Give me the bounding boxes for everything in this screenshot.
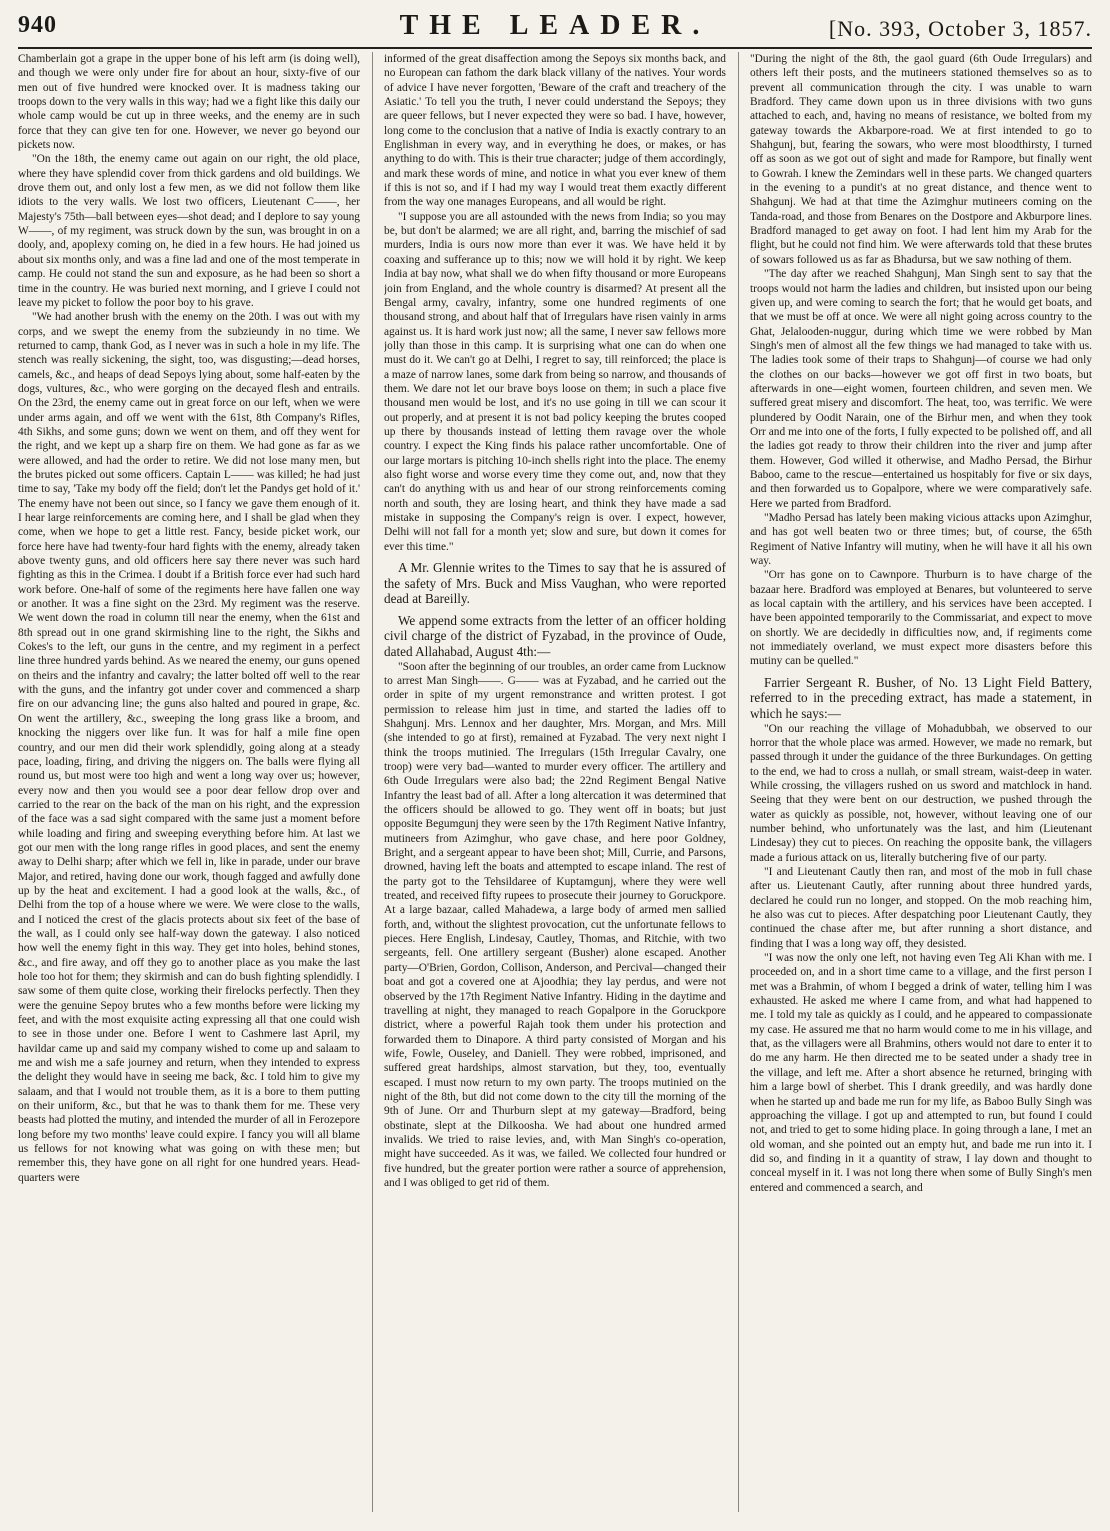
paragraph: "On the 18th, the enemy came out again on our right, the old place, where they have splendid cover from thick gardens and old buildings. We drove them out, and only lost a few men, as we did not follow them like idiots to the very walls. We lost two officers, Lieutenant C——, her Majesty's 75th—ball between eyes—shot dead; and I deplore to say young W——, of my regiment, was struck down by the sun, was brought in on a dooly, and, apoplexy coming on, he died in a few hours. He had joined us about six months only, and was a fine lad and one of the most temperate in camp. He could not stand the sun and exposure, as he had been so short a time in the country. He was buried next morning, and I grieve I could not leave my picket to follow the poor boy to his grave. xyxy=(18,153,360,309)
column-1 xyxy=(18,52,360,1512)
paragraph: "I and Lieutenant Cautly then ran, and most of the mob in full chase after us. Lieutenant Cautly, after running about three hundred yards, declared he could run no longer, and stopped. On the mob reaching him, he also was cut to pieces. After despatching poor Lieutenant Cautly, they continued the chase after me, but after running a short distance, and finding that I was a long way off, they desisted. xyxy=(750,866,1092,950)
header-rule xyxy=(18,47,1092,49)
news-paragraph: We append some extracts from the letter of an officer holding civil charge of the district of Fyzabad, in the province of Oude, dated Allahabad, August 4th:— xyxy=(384,612,726,659)
paragraph: "I was now the only one left, not having even Teg Ali Khan with me. I proceeded on, and in a short time came to a village, and the first person I met was a Brahmin, of whom I begged a drink of water, telling him I was exhausted. He asked me where I came from, and what had happened to me. I told my tale as quickly as I could, and he appeared to compassionate my case. He assured me that no harm would come to me in his village, and that, as the villagers were all Brahmins, others would not dare to enter it to do me any harm. He then directed me to be seated under a shady tree in the village, and left me. After a short absence he returned, bringing with him a large bowl of sherbet. This I drank greedily, and was hardly done when he started up and bade me run for my life, as Baboo Bully Singh was approaching the village. I got up and attempted to run, but found I could not, and tried to get to some hiding place. In going through a lane, I met an old woman, and she pointed out an empty hut, and bade me run into it. I did so, and finding in it a quantity of straw, I lay down and thought to conceal myself in it. I was not long there when some of Bully Singh's men entered and commenced a search, and xyxy=(750,952,1092,1194)
news-paragraph: Farrier Sergeant R. Busher, of No. 13 Light Field Battery, referred to in the preceding extract, has made a statement, in which he says:— xyxy=(750,674,1092,721)
paragraph: "We had another brush with the enemy on the 20th. I was out with my corps, and we swept the enemy from the subzieundy in no time. We returned to camp, thank God, as I never was in such a hole in my life. The stench was really sickening, the sight, too, was disgusting;—dead horses, camels, &c., and heaps of dead Sepoys lying about, some half-eaten by the dogs, vultures, &c., who were gorging on the decayed flesh and entrails. On the 23rd, the enemy came out in great force on our left, when we were under arms again, and off we went with the 61st, 8th Company's Rifles, 4th Sikhs, and some guns; down we went on them, and off they went for the right, and we kept up a sharp fire on them. We had gone as far as we were allowed, and had the order to retire. We did not lose many men, but the brutes picked out some officers. Captain L—— was killed; he had just time to say, 'Take my body off the field; don't let the Pandys get hold of it.' The enemy have not been out since, so I fancy we gave them enough of it. I hear large reinforcements are coming here, and I shall be glad when they come, when we hope to get a little rest. Fancy, beside picket work, our force here have had twenty-four hard fights with the enemy, already taken above twenty guns, and old officers here say there never was such hard fighting as this in the Crimea. I doubt if a British force ever had such hard work before. One-half of some of the regiments here have fallen one way or another. It was a fine sight on the 23rd. My regiment was the reserve. We went down the road in column till near the enemy, when the 61st and 8th spread out in one grand skirmishing line to the right, the Sikhs and Cokes's to the left, our guns in the centre, and my regiment in a perfect line three hundred yards behind. As we neared the enemy, our guns opened on theirs and the infantry and cavalry; the latter bolted off well to the rear with the guns, and the infantry got under cover and commenced a sharp fire on our advancing line; the guns also halted and poured in grape, &c. On went the artillery, &c., sweeping the long grass like a broom, and knocking the niggers over like fun. It was for half a mile fine open country, and our men did their work splendidly, going along at a steady pace, loading, firing, and driving the niggers on. The balls were flying all round us, but most were too high and went a long way over us; however, every now and then you would see a poor dear fellow drop over and carried to the rear on the back of the man on his right, and the expression of the face was a sad sight compared with the same just a moment before while loading and firing and sweeping everything before him. At last we got our men with the long range rifles in good places, and sent the enemy away to Delhi sharp; after which we fell in, like in parade, under our brave Major, and retired, having done our work, though fagged and awfully done up by the heat and excitement. I had a good look at the walls, &c., of Delhi from the top of a house where we were. We were close to the walls, and I noticed the crest of the glacis protects about six feet of the base of the wall, as I could only see half-way down the gateway. I also noticed how well the enemy fight in this way. They get into holes, behind stones, &c., and fire away, and off they go to another place as you make the last hole too hot for them; they skirmish and can do bush fighting splendidly. I saw some of them quite close, working their firelocks perfectly. Then they were the genuine Sepoy brutes who a few months before were licking my feet, and with the most exquisite acting expressing all that one could wish to see in those under one. Before I went to Cashmere last April, my havildar came up and said my company wished to come up and salaam to me and wish me a safe journey and return, when they intended to express the delight they would have in seeing me back, &c. I told him to give my salaam, and that I would not trouble them, as it is a bore to them putting on their uniform, &c., but that he was to thank them for me. These very beasts had plotted the mutiny, and intended the murder of all in Ferozepore long before my two months' leave could expire. I fancy you will all blame us fellows for not knowing what was going on with these men; but remember this, they have gone on all right for one hundred years. Head-quarters were xyxy=(18,311,360,1184)
paragraph: "On our reaching the village of Mohadubbah, we observed to our horror that the whole place was armed. However, we made no remark, but passed through it under the guidance of the three Burkundages. On getting to the end, we had to cross a nullah, or small stream, waist-deep in water. While crossing, the villagers rushed on us sword and matchlock in hand. Seeing that they were bent on our destruction, we pushed through the water as quickly as possible, not, however, without leaving one of our number behind, who unfortunately was the last, and him (Lieutenant Lindesay) they cut to pieces. On reaching the opposite bank, the villagers made a furious attack on us, literally butchering five of our party. xyxy=(750,722,1092,864)
paragraph: informed of the great disaffection among the Sepoys six months back, and no European can fathom the dark black villany of the natives. Your words of advice I have never forgotten, 'Beware of the craft and treachery of the Asiatic.' To tell you the truth, I never could understand the Sepoys; they are queer fellows, but I never expected they were so bad. I have, however, long come to the conclusion that a native of India is exactly contrary to an Englishman in every way, and in everything he does, or makes, or has anything to do with. This is their true character; judge of them accordingly, and mark these words of mine, and notice in what you ever knew of them if this is not so, and if I had my way I would treat them exactly different from the way one manages Europeans, and all would be right. xyxy=(384,53,726,209)
news-paragraph: A Mr. Glennie writes to the Times to say that he is assured of the safety of Mrs. Buck and Miss Vaughan, who were reported dead at Bareilly. xyxy=(384,560,726,607)
paragraph: "I suppose you are all astounded with the news from India; so you may be, but don't be alarmed; we are all right, and, barring the mischief of sad murders, India is ours now more than ever it was. We have held it by coaxing and sufferance up to this; now we will hold it by right. We keep India at bay now, what shall we do when fifty thousand or more Europeans join from England, and the whole country is disarmed? At present all the Bengal army, cavalry, infantry, some one hundred regiments of one thousand strong, and about half that of Irregulars have risen vainly in arms against us. It is hard work just now; all the same, I never saw fellows more jolly than those in this camp. It is surprising what one can do when one must do it. We can't go at Delhi, I regret to say, till reinforced; the place is a maze of narrow lanes, some dark from being so narrow, and thousands of them. We dare not let our brave boys loose on them; in such a place five thousand men would be lost, and it's no use going in till we can scour it out properly, and at present it is not bad policy keeping the brutes cooped up there by thousands instead of letting them ravage over the whole country. I expect the King finds his palace rather uncomfortable. One of our large mortars is pitching 10-inch shells right into the place. The enemy also fight worse and worse every time they come out, and, now that they can't do anything with us and hear of our strong reinforcements coming north and south, they are losing heart, and think they have made a sad mistake in supposing the Company's reign is over. I expect, however, Delhi will not fall for a month yet; slow and sure, but down it comes for ever this time." xyxy=(384,210,726,553)
paragraph: Chamberlain got a grape in the upper bone of his left arm (is doing well), and though we were only under fire for about an hour, sixty-five of our men out of five hundred were knocked over. It is madness taking our troops down to the very walls in this way; had we a fight like this daily our whole camp would be cut up in three weeks, and the enemy are in such force that they can give ten for one. However, we never go beyond our pickets now. xyxy=(18,53,360,152)
issue-date: [No. 393, October 3, 1857. xyxy=(828,16,1092,41)
paragraph: "The day after we reached Shahgunj, Man Singh sent to say that the troops would not harm the ladies and children, but insisted upon our being given up, and were coming to search the fort; that he would get boats, and that we must be off at once. We were all night going across country to the Ghat, Jelalooden-nuggur, during which time we were robbed by Man Singh's men of almost all the few things we had managed to take with us. The ladies took some of their traps to Shahgunj—of course we had only the clothes on our backs—however we got off first in two boats, but afterwards in one—eight women, fourteen children, and seven men. We suffered great misery and discomfort. The heat, too, was terrific. We were plundered by Oodit Narain, one of the Birhur men, and when they took Orr and me into one of the forts, I fully expected to be polished off, and all the ladies got ready to throw their children into the river and jump after them. However, God willed it otherwise, and Madho Persad, the Birhur Baboo, came to the rescue—entertained us hospitably for five or six days, and then forwarded us to Gopalpore, where we were comparatively safe. Here we parted from Bradford. xyxy=(750,268,1092,510)
paragraph: "Soon after the beginning of our troubles, an order came from Lucknow to arrest Man Singh——. G—— was at Fyzabad, and he carried out the order in spite of my urgent remonstrance and written protest. I got permission to release him just in time, and started the ladies off to Shahgunj. Mrs. Lennox and her daughter, Mrs. Morgan, and Mrs. Mill (she intended to go at first), remained at Fyzabad. The very next night I think the troops mutinied. The Irregulars (15th Irregular Cavalry, one troop) were very bad—wanted to murder every officer. The artillery and 6th Oude Irregulars were also bad; the 22nd Regiment Bengal Native Infantry the least bad of all. After a long altercation it was determined that the officers should be allowed to go. They went off in boats; but just opposite Begumgunj they were seen by the 17th Regiment Native Infantry, mutineers from Azimghur, who gave chase, and here poor Goldney, Bright, and a sergeant appear to have been shot; Mill, Currie, and Parsons, drowned, having left the boats and attempted to escape inland. The rest of the party got to the Tehsildaree of Kuptamgunj, where they were well treated, and received fifty rupees to prosecute their journey to Goruckpore. At a large bazaar, called Mahadewa, a large body of armed men sallied forth, and, without the slightest provocation, cut the unfortunate fellows to pieces. Here English, Lindesay, Cautley, Thomas, and Ritchie, with two sergeants, fell. One artillery sergeant (Busher) alone escaped. Another party—O'Brien, Gordon, Collison, Anderson, and Percival—changed their boat and got a covered one at Ajoodhia; they lay perdus, and were not observed by the 17th Regiment Native Infantry. Hiding in the daytime and travelling at night, they managed to reach Gopalpore in the Goruckpore district, where a powerful Rajah took them under his protection and forwarded them to Dinapore. A third party consisted of Morgan and his wife, Fowle, Ouseley, and Daniell. They were robbed, imprisoned, and suffered great hardships, almost starvation, but they, too, eventually escaped. I must now return to my own party. The troops mutinied on the night of the 8th, but did not come down to the city till the morning of the 9th of June. Orr and Thurburn slept at my gateway—Bradford, being obstinate, slept at the Dilkoosha. We had about one hundred armed invalids. We tried to raise levies, and, with Man Singh's co-operation, might have succeeded. As it was, we failed. We collected four hundred or five hundred, but the greater portion were rather a source of apprehension, and I was obliged to get rid of them. xyxy=(384,660,726,1189)
page-header xyxy=(18,10,1092,44)
page-number: 940 xyxy=(18,12,57,38)
masthead-title: THE LEADER. xyxy=(399,10,711,41)
column-divider xyxy=(738,52,739,1512)
column-2 xyxy=(384,52,726,1512)
column-divider xyxy=(372,52,373,1512)
paragraph: "Orr has gone on to Cawnpore. Thurburn is to have charge of the bazaar here. Bradford was employed at Benares, but volunteered to serve as local captain with the artillery, and his services have been accepted. I have been appointed temporarily to the Commissariat, and expect to move on shortly. We are decidedly in difficulties now, and, if regiments come not immediately overland, we must expect more disasters before this mutiny can be quelled." xyxy=(750,569,1092,668)
paragraph: "Madho Persad has lately been making vicious attacks upon Azimghur, and has got well beaten two or three times; but, of course, the 65th Regiment of Native Infantry will mutiny, when he will have it all his own way. xyxy=(750,512,1092,568)
paragraph: "During the night of the 8th, the gaol guard (6th Oude Irregulars) and others left their posts, and the mutineers stationed themselves so as to prevent all communication through the city. I was unable to warn Bradford. They came down upon us in three divisions with two guns attached to each, and, having no means of resistance, we bolted from my gateway towards the Akbarpore-road. We at first intended to go to Shahgunj, but, fearing the sowars, who were most bloodthirsty, I turned off as soon as we got out of sight and made for Rampore, but finally went to Gowrah. I knew the Zemindars well in these parts. We changed quarters in the evening to a pundit's at no great distance, and thence went to Shahgunj. We had at that time the Azimghur mutineers coming on the Tanda-road, and those from Benares on the Dostpore and Akburpore lines. Bradford managed to get away on foot. I had lent him my Arab for the flight, but he could not find him. We were afterwards told that these brutes of sowars followed us as far as Bhadursa, but we saw nothing of them. xyxy=(750,53,1092,266)
column-3 xyxy=(750,52,1092,1512)
